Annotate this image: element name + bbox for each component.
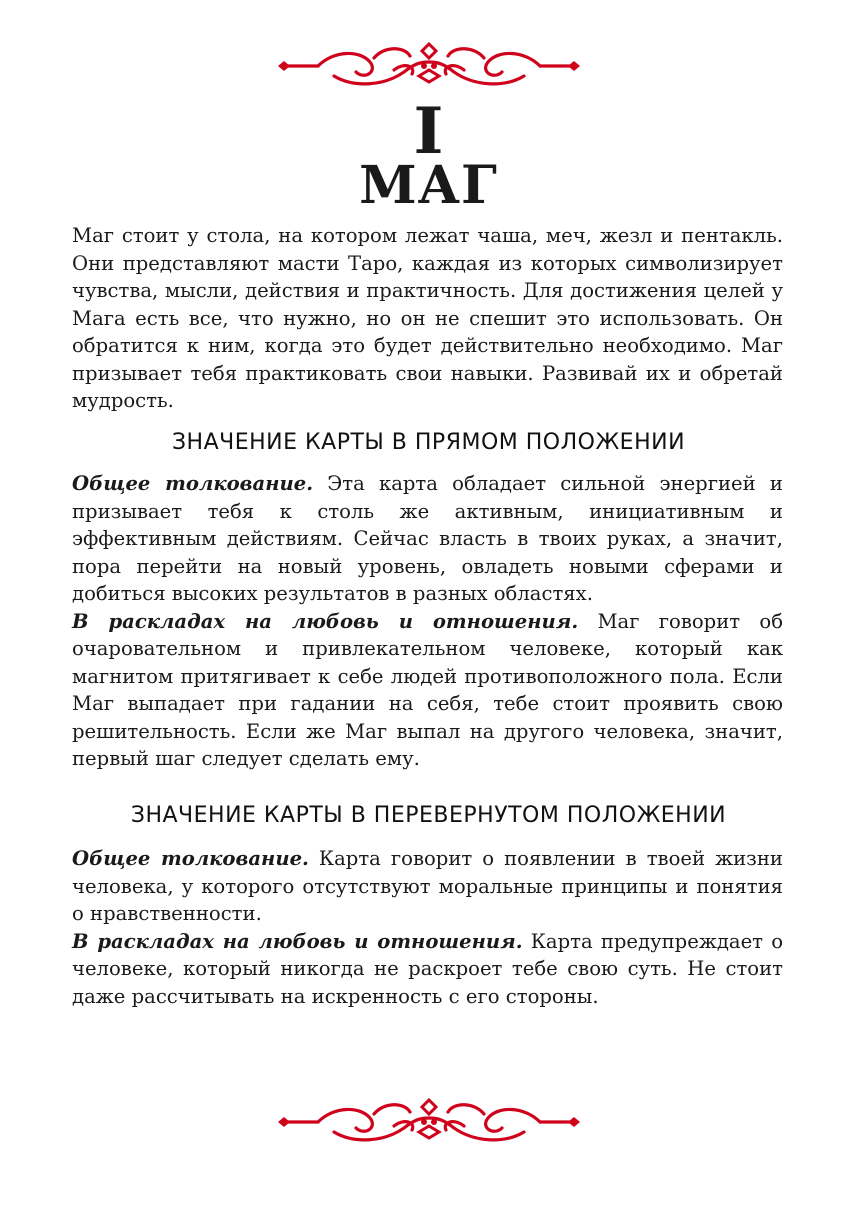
intro-paragraph: Маг стоит у стола, на котором лежат чаша, меч, жезл и пентакль. Они представляют масти Таро, каждая из которых символизирует чувства, мысли, действия и практичность. Для достижения целей у Мага есть все, что нужно, но он не спешит это использовать. Он обратится к ним, когда это будет действительно необходимо. Маг призывает тебя практиковать свои навыки. Развивай их и обретай мудрость.	[72, 224, 783, 412]
upright-general-text: Эта карта обладает сильной энергией и призывает тебя к столь же активным, инициативным и эффективным действиям. Сейчас власть в твоих руках, а значит, пора перейти на новый уровень, овладеть новыми сферами и добиться высоких результатов в разных областях.	[72, 472, 783, 605]
bottom-ornament	[0, 1092, 857, 1152]
top-ornament	[0, 36, 857, 96]
upright-heading: ЗНАЧЕНИЕ КАРТЫ В ПРЯМОМ ПОЛОЖЕНИИ	[171, 430, 686, 455]
card-title: МАГ	[359, 155, 498, 216]
reversed-general-paragraph	[72, 845, 783, 928]
scroll-ornament-icon	[274, 36, 584, 96]
upright-love-text: Маг говорит об очаровательном и привлекательном человеке, который как магнитом притягивает к себе людей противоположного пола. Если Маг выпадает при гадании на себя, тебе стоит проявить свою решительность. Если же Маг выпал на другого человека, значит, первый шаг следует сделать ему.	[72, 609, 783, 770]
card-numeral: I	[413, 94, 444, 169]
scroll-ornament-icon	[274, 1092, 584, 1152]
upright-love-paragraph	[72, 608, 783, 773]
reversed-general-lead: Общее толкование.	[72, 847, 309, 870]
upright-love-lead: В раскладах на любовь и отношения.	[72, 609, 579, 633]
upright-general-lead: Общее толкование.	[72, 472, 314, 495]
reversed-love-lead: В раскладах на любовь и отношения.	[72, 929, 523, 953]
upright-general-paragraph	[72, 470, 783, 608]
reversed-love-text: Карта предупреждает о человеке, который никогда не раскроет тебе свою суть. Не стоит даже рассчитывать на искренность с его стороны.	[72, 929, 784, 1008]
reversed-love-paragraph	[72, 928, 783, 1011]
reversed-general-text: Карта говорит о появлении в твоей жизни человека, у которого отсутствуют моральные принципы и понятия о нравственности.	[72, 847, 783, 925]
upright-section	[72, 470, 783, 773]
reversed-heading: ЗНАЧЕНИЕ КАРТЫ В ПЕРЕВЕРНУТОМ ПОЛОЖЕНИИ	[130, 803, 727, 828]
reversed-section	[72, 845, 783, 1010]
